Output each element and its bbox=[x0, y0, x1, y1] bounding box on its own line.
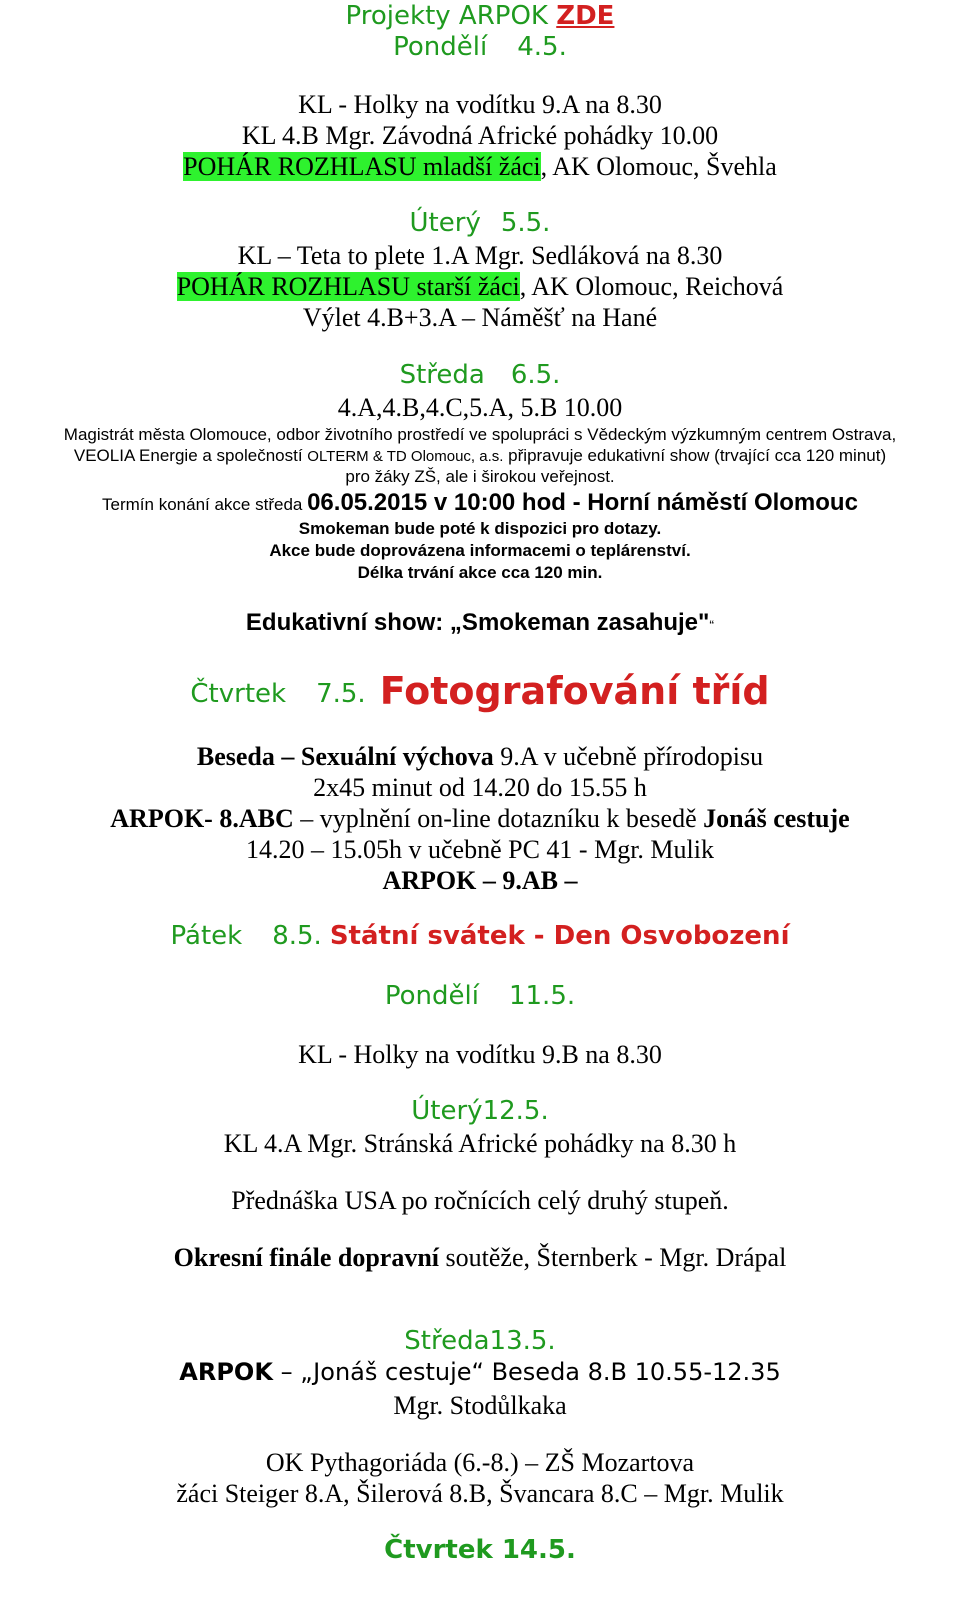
mon2-line-1: KL - Holky na vodítku 9.B na 8.30 bbox=[298, 1040, 662, 1069]
wed1-bold-1: Smokeman bude poté k dispozici pro dotazy. bbox=[298, 519, 662, 538]
wed1-classes: 4.A,4.B,4.C,5.A, 5.B 10.00 bbox=[337, 393, 623, 422]
tue1-line-1: KL – Teta to plete 1.A Mgr. Sedláková na 8.30 bbox=[237, 241, 723, 270]
mon1-line-3: POHÁR ROZHLASU mladší žáci, AK Olomouc, Švehla bbox=[183, 152, 777, 181]
tue1-line-2: POHÁR ROZHLASU starší žáci, AK Olomouc, Reichová bbox=[176, 272, 784, 301]
photo-event: Fotografování tříd bbox=[379, 669, 770, 713]
thu1-line-5: ARPOK – 9.AB – bbox=[382, 866, 578, 895]
wed1-show-title: Edukativní show: „Smokeman zasahuje"“ bbox=[245, 609, 715, 636]
projekty-zde-link[interactable]: ZDE bbox=[556, 1, 615, 31]
thu1-line-4: 14.20 – 15.05h v učebně PC 41 - Mgr. Mulik bbox=[246, 835, 714, 864]
wed1-paragraph-3: pro žáky ZŠ, ale i širokou veřejnost. bbox=[345, 467, 615, 486]
mon1-line-1: KL - Holky na vodítku 9.A na 8.30 bbox=[298, 90, 662, 119]
wed2-line-2: Mgr. Stodůlkaka bbox=[393, 1391, 567, 1420]
wed2-line-4: žáci Steiger 8.A, Šilerová 8.B, Švancara 8.C – Mgr. Mulik bbox=[176, 1479, 784, 1508]
highlighted-event: POHÁR ROZHLASU mladší žáci bbox=[183, 152, 541, 181]
tue2-line-1: KL 4.A Mgr. Stránská Africké pohádky na 8.30 h bbox=[223, 1129, 737, 1158]
tue2-line-3: Okresní finále dopravní soutěže, Šternberk - Mgr. Drápal bbox=[173, 1243, 787, 1272]
thu1-line-1: Beseda – Sexuální výchova 9.A v učebně přírodopisu bbox=[196, 742, 764, 771]
tue2-line-2: Přednáška USA po ročnících celý druhý stupeň. bbox=[231, 1186, 729, 1215]
day-heading-tuesday-1: Úterý 5.5. bbox=[409, 208, 551, 238]
wed2-line-3: OK Pythagoriáda (6.-8.) – ZŠ Mozartova bbox=[265, 1448, 695, 1477]
projekty-heading bbox=[0, 2, 960, 32]
thu1-line-2: 2x45 minut od 14.20 do 15.55 h bbox=[313, 773, 647, 802]
tue1-line-3: Výlet 4.B+3.A – Náměšť na Hané bbox=[302, 303, 658, 332]
day-heading-monday-1: Pondělí 4.5. bbox=[393, 32, 567, 62]
wed1-bold-2: Akce bude doprovázena informacemi o teplárenství. bbox=[269, 541, 691, 560]
day-heading-wednesday-2: Středa13.5. bbox=[404, 1326, 556, 1356]
day-heading-thursday-2: Čtvrtek 14.5. bbox=[384, 1535, 576, 1565]
highlighted-event: POHÁR ROZHLASU starší žáci bbox=[176, 272, 520, 301]
day-heading-thursday-1: Čtvrtek 7.5. Fotografování tříd bbox=[190, 669, 770, 713]
wed1-term: Termín konání akce středa 06.05.2015 v 10:00 hod - Horní náměstí Olomouc bbox=[102, 489, 858, 516]
wed1-bold-3: Délka trvání akce cca 120 min. bbox=[357, 563, 603, 582]
projekty-label: Projekty ARPOK bbox=[345, 1, 548, 31]
day-heading-wednesday-1: Středa 6.5. bbox=[399, 360, 561, 390]
day-heading-monday-2: Pondělí 11.5. bbox=[384, 981, 576, 1011]
day-heading-friday-1: Pátek 8.5. Státní svátek - Den Osvobození bbox=[170, 921, 790, 951]
wed2-line-1: ARPOK – „Jonáš cestuje“ Beseda 8.B 10.55-12.35 bbox=[179, 1358, 781, 1386]
day-heading-tuesday-2: Úterý12.5. bbox=[411, 1096, 549, 1126]
holiday-label: Státní svátek - Den Osvobození bbox=[329, 921, 790, 951]
mon1-line-2: KL 4.B Mgr. Závodná Africké pohádky 10.00 bbox=[241, 121, 719, 150]
wed1-paragraph-1: Magistrát města Olomouce, odbor životního prostředí ve spolupráci s Vědeckým výzkumným centrem Ostrava, bbox=[63, 425, 897, 444]
thu1-line-3: ARPOK- 8.ABC – vyplnění on-line dotazníku k besedě Jonáš cestuje bbox=[110, 804, 850, 833]
wed1-paragraph-2: VEOLIA Energie a společností OLTERM & TD Olomouc, a.s. připravuje edukativní show (trvající cca 120 minut) bbox=[73, 446, 887, 465]
